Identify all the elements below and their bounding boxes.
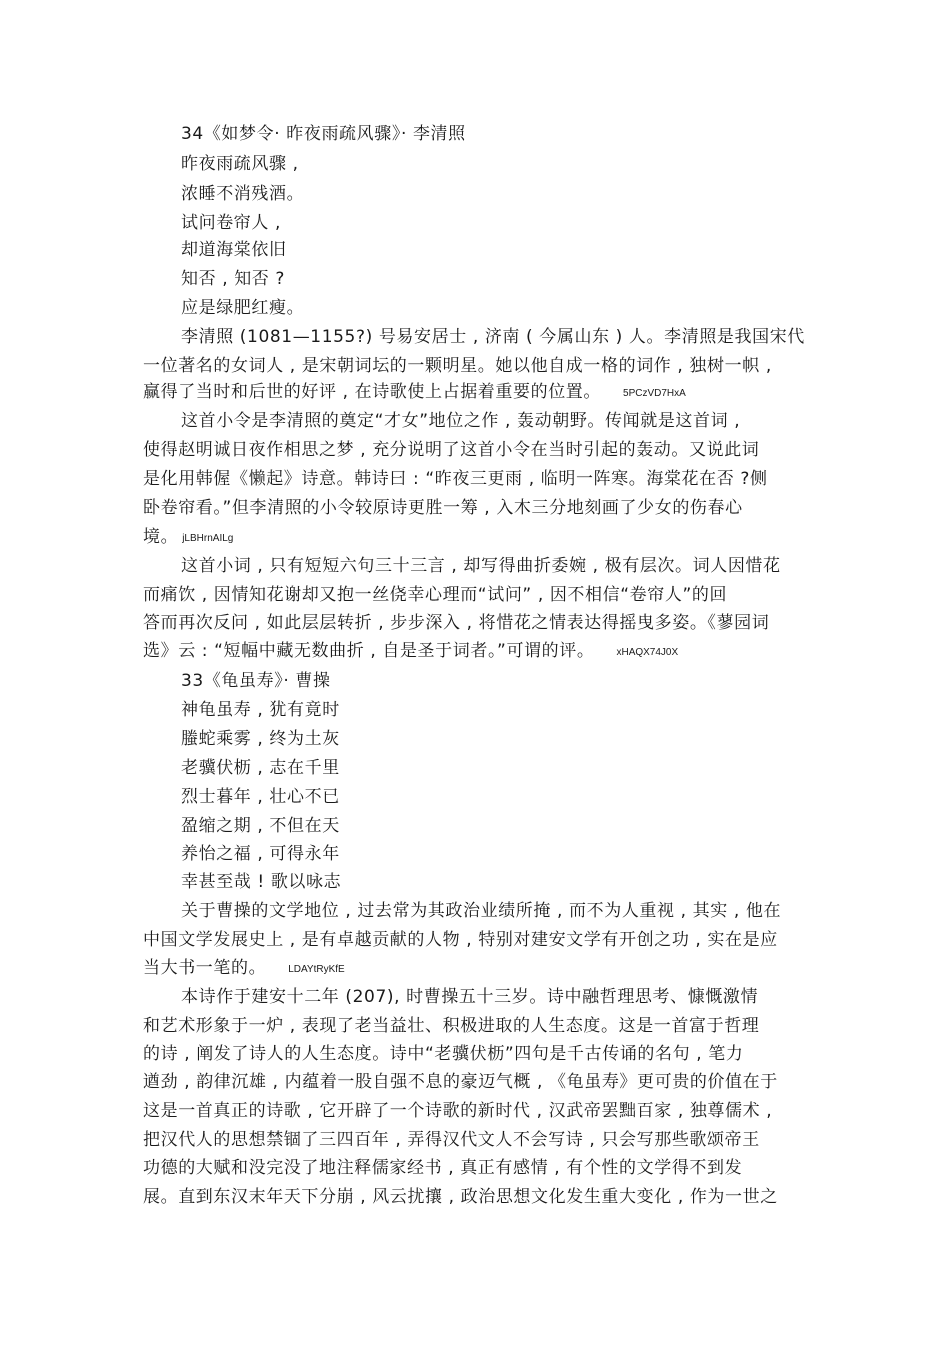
paragraph-line: 卧卷帘看。”但李清照的小令较原诗更胜一筹 , 入木三分地刻画了少女的伤春心 [143,498,743,518]
poem-line: 神龟虽寿 , 犹有竟时 [181,700,340,720]
paragraph-line: 和艺术形象于一炉 , 表现了老当益壮、积极进取的人生态度。这是一首富于哲理 [143,1016,760,1036]
paragraph-text: 赢得了当时和后世的好评 , 在诗歌使上占据着重要的位置。 [143,382,602,402]
paragraph-line: 李清照 (1081—1155?) 号易安居士 , 济南 ( 今属山东 ) 人。李清照是我国宋代 [181,327,805,347]
poem-line: 老骥伏枥 , 志在千里 [181,758,340,778]
paragraph-line: 中国文学发展史上 , 是有卓越贡献的人物 , 特别对建安文学有开创之功 , 实在是应 [143,930,778,950]
poem-line: 烈士暮年 , 壮心不已 [181,787,340,807]
doc-code: 5PCzVD7HxA [623,388,686,399]
paragraph-line: 关于曹操的文学地位 , 过去常为其政治业绩所掩 , 而不为人重视 , 其实 , 他在 [181,901,782,921]
paragraph-text: 选》云 : “短幅中藏无数曲折 , 自是圣于词者。”可谓的评。 [143,641,595,661]
paragraph-line: 功德的大赋和没完没了地注释儒家经书 , 真正有感情 , 有个性的文学得不到发 [143,1158,743,1178]
paragraph-text: 境。 [143,527,179,547]
paragraph-line: 这首小词 , 只有短短六句三十三言 , 却写得曲折委婉 , 极有层次。词人因惜花 [181,556,781,576]
paragraph-line: 是化用韩偓《懒起》诗意。韩诗曰 : “昨夜三更雨 , 临明一阵寒。海棠花在否 ?侧 [143,469,768,489]
paragraph-line: 这是一首真正的诗歌 , 它开辟了一个诗歌的新时代 , 汉武帝罢黜百家 , 独尊儒术 , [143,1101,773,1121]
poem-line: 浓睡不消残酒。 [181,184,305,204]
section2-heading: 33《龟虽寿》· 曹操 [181,671,331,691]
poem-line: 知否 , 知否 ? [181,269,286,289]
paragraph-line: 展。直到东汉末年天下分崩 , 风云扰攘 , 政治思想文化发生重大变化 , 作为一世之 [143,1187,778,1207]
doc-code: LDAYtRyKfE [288,964,345,975]
poem-line: 应是绿肥红瘦。 [181,298,305,318]
section1-heading: 34《如梦令· 昨夜雨疏风骤》· 李清照 [181,124,466,144]
paragraph-line: 而痛饮 , 因情知花谢却又抱一丝侥幸心理而“试问” , 因不相信“卷帘人”的回 [143,585,728,605]
poem-line: 幸甚至哉 ! 歌以咏志 [181,872,342,892]
paragraph-line: 本诗作于建安十二年 (207), 时曹操五十三岁。诗中融哲理思考、慷慨激情 [181,987,759,1007]
paragraph-line: 的诗 , 阐发了诗人的人生态度。诗中“老骥伏枥”四句是千古传诵的名句 , 笔力 [143,1044,744,1064]
poem-line: 试问卷帘人 , [181,213,282,233]
poem-line: 螣蛇乘雾 , 终为土灰 [181,729,340,749]
paragraph-line: 把汉代人的思想禁锢了三四百年 , 弄得汉代文人不会写诗 , 只会写那些歌颂帝王 [143,1130,760,1150]
paragraph-line [143,640,678,664]
paragraph-line: 答而再次反问 , 如此层层转折 , 步步深入 , 将惜花之情表达得摇曳多姿。《蓼园词 [143,613,770,633]
poem-line: 却道海棠依旧 [181,240,287,260]
paragraph-line [143,957,345,981]
paragraph-line: 这首小令是李清照的奠定“才女”地位之作 , 轰动朝野。传闻就是这首词 , [181,411,741,431]
doc-code: xHAQX74J0X [616,647,679,658]
paragraph-line: 遒劲 , 韵律沉雄 , 内蕴着一股自强不息的豪迈气概 , 《龟虽寿》更可贵的价值在于 [143,1072,778,1092]
paragraph-line: 一位著名的女词人 , 是宋朝词坛的一颗明星。她以他自成一格的词作 , 独树一帜 , [143,356,772,376]
doc-code: jLBHrnAILg [182,533,234,544]
poem-line: 昨夜雨疏风骤 , [181,154,299,174]
paragraph-line [143,526,233,550]
paragraph-text: 当大书一笔的。 [143,958,267,978]
paragraph-line: 使得赵明诚日夜作相思之梦 , 充分说明了这首小令在当时引起的轰动。又说此词 [143,440,760,460]
poem-line: 盈缩之期 , 不但在天 [181,816,340,836]
poem-line: 养怡之福 , 可得永年 [181,844,340,864]
paragraph-line [143,381,686,405]
